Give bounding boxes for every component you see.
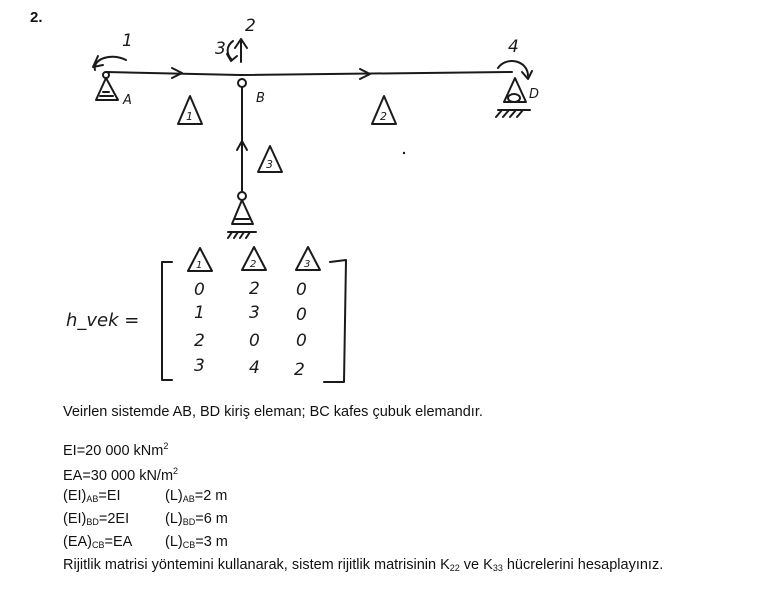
support-c [228,200,256,238]
matrix-cell: 0 [296,280,307,300]
matrix-header-tag-2-label: 2 [250,259,257,270]
element-tag-1-label: 1 [186,110,193,123]
node-label-b: B [256,91,265,106]
beam-ab-bd [106,72,512,75]
matrix-right-bracket [324,260,346,382]
matrix-cell: 2 [249,279,260,299]
matrix-cell: 0 [249,331,260,351]
matrix-cell: 2 [194,331,205,351]
matrix-cell: 3 [249,303,260,323]
hinge-b [238,79,246,87]
dof-label-3: 3 [215,39,226,59]
matrix-cell: 0 [296,331,307,351]
node-label-a: A [123,93,132,108]
property-row: $(EA)_{CB}=EA$ $(L)_{CB}=3$ m [63,534,228,550]
hinge-c [238,192,246,200]
matrix-cell: 0 [194,280,205,300]
dof-arrow-1 [95,57,126,70]
property-row: $(EI)_{AB}=EI$ $(L)_{AB}=2$ m [63,488,228,504]
matrix-cell: 0 [296,305,307,325]
ea-value: EA=30 000 $kN/m^2$ [63,466,179,484]
matrix-header-tag-1-label: 1 [196,260,203,271]
dof-label-4: 4 [508,37,519,57]
matrix-cell: 3 [194,356,205,376]
dof-label-2: 2 [245,16,256,36]
dof-label-1: 1 [122,31,133,51]
intro-text: Veirlen sistemde AB, BD kiriş eleman; BC kafes çubuk elemandır. [63,404,483,420]
node-label-d: D [529,87,540,102]
property-row: $(EI)_{BD}=2EI$ $(L)_{BD}=6$ m [63,511,228,527]
matrix-cell: 2 [294,360,305,380]
matrix-left-bracket [162,262,172,380]
dof-arrow-2 [235,39,247,62]
task-text: Rijitlik matrisi yöntemini kullanarak, sistem rijitlik matrisinin $K_{22}$ ve $K_{33}$ hücrelerini hesaplayınız. [63,557,664,573]
support-d [496,78,530,117]
hvek-label: h_vek = [66,310,140,331]
matrix-header-tag-3-label: 3 [304,259,311,270]
ei-value: EI=20 000 kNm$^2$ [63,441,169,459]
matrix-cell: 4 [249,358,260,378]
problem-text [63,402,663,578]
support-a [96,72,118,100]
problem-number: 2. [30,9,43,26]
matrix-cell: 1 [194,303,205,323]
element-tag-3-label: 3 [266,158,273,171]
element-tag-2-label: 2 [380,110,387,123]
